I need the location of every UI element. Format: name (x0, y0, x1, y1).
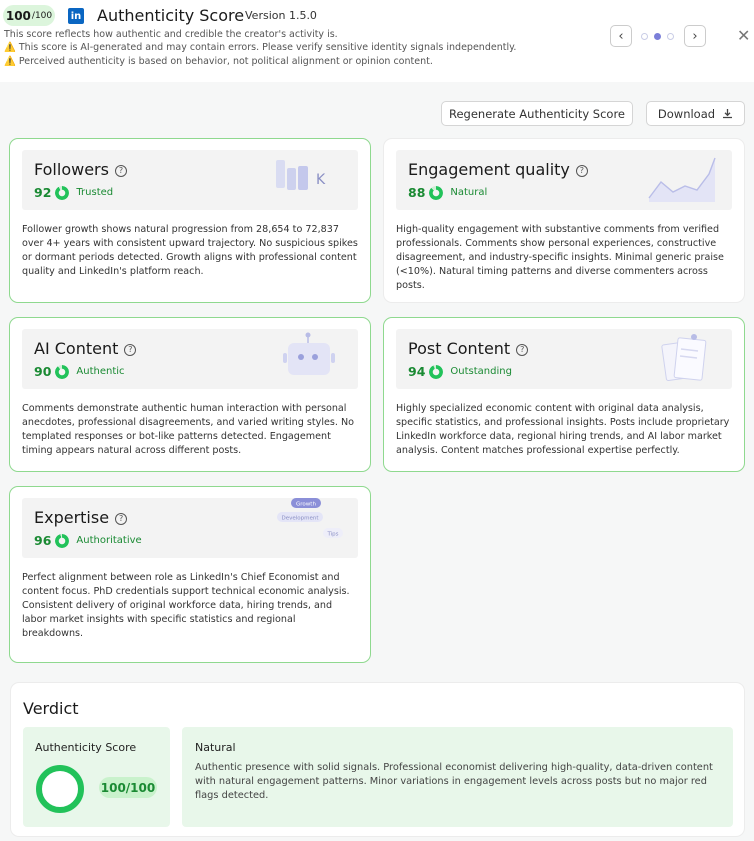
overall-score-max: /100 (31, 10, 53, 21)
engagement-description: High-quality engagement with substantive comments from verified professionals. Comments show personal experiences, constructive disagreement, and industry-specific insights. Minimal generic praise (<10%). Natural timing patterns and diverse commenters across posts. (396, 224, 724, 291)
robot-icon (274, 331, 344, 387)
engagement-title: Engagement quality ? (408, 160, 588, 179)
tag-tips: Tips (327, 531, 339, 538)
warning-icon: ⚠️ (4, 42, 16, 53)
header-description: This score reflects how authentic and credible the creator's activity is. (4, 29, 338, 40)
verdict-score-box (23, 727, 170, 827)
followers-card (9, 138, 371, 303)
ai-content-title: AI Content ? (34, 339, 136, 358)
info-icon[interactable]: ? (576, 165, 588, 177)
chevron-right-icon: › (692, 28, 698, 44)
regenerate-button[interactable]: Regenerate Authenticity Score (441, 101, 633, 126)
chevron-left-icon: ‹ (618, 28, 624, 44)
verdict-summary-box (182, 727, 733, 827)
followers-description: Follower growth shows natural progression from 28,654 to 72,837 over 4+ years with consistent upward trajectory. No suspicious spikes or dormant periods detected. Growth aligns with professional content quality and LinkedIn's platform reach. (22, 224, 358, 277)
download-button[interactable]: Download (646, 101, 745, 126)
info-icon[interactable]: ? (124, 344, 136, 356)
info-icon[interactable]: ? (516, 344, 528, 356)
header (0, 0, 754, 74)
expertise-title: Expertise ? (34, 508, 127, 527)
engagement-card-header (396, 150, 732, 210)
expertise-score: 96 Authoritative (34, 533, 142, 548)
engagement-card (383, 138, 745, 303)
overall-score-badge (3, 5, 55, 26)
overall-score-value: 100 (5, 8, 31, 23)
documents-icon (648, 331, 718, 387)
header-disclaimer-1: ⚠️ This score is AI-generated and may contain errors. Please verify sensitive identity signals independently. (4, 42, 517, 53)
followers-title: Followers ? (34, 160, 127, 179)
post-content-description: Highly specialized economic content with original data analysis, specific statistics, and professional insights. Posts include proprietary LinkedIn workforce data, regional hiring trends, and AI labor market analysis. Content matches professional expertise perfectly. (396, 403, 730, 456)
followers-score: 92 Trusted (34, 185, 114, 200)
verdict-score-label: Authenticity Score (35, 741, 137, 754)
post-content-score: 94 Outstanding (408, 364, 512, 379)
svg-text:K: K (316, 172, 326, 188)
engagement-score: 88 Natural (408, 185, 488, 200)
post-content-card-header (396, 329, 732, 389)
verdict-score-badge: 100/100 (99, 777, 157, 798)
info-icon[interactable]: ? (115, 165, 127, 177)
post-content-card (383, 317, 745, 472)
ai-content-score: 90 Authentic (34, 364, 125, 379)
previous-button[interactable] (610, 25, 632, 47)
score-ring-icon (429, 186, 443, 200)
tag-growth: Growth (296, 501, 316, 508)
app-version: Version 1.5.0 (245, 9, 317, 22)
pager-dot-1[interactable] (641, 33, 648, 40)
header-disclaimer-2: ⚠️ Perceived authenticity is based on behavior, not political alignment or opinion content. (4, 56, 433, 67)
expertise-card-header (22, 498, 358, 558)
info-icon[interactable]: ? (115, 513, 127, 525)
expertise-card (9, 486, 371, 663)
followers-card-header (22, 150, 358, 210)
verdict-panel (10, 682, 745, 837)
ai-content-card-header (22, 329, 358, 389)
download-icon (722, 108, 733, 119)
ai-content-card (9, 317, 371, 472)
verdict-title: Verdict (23, 699, 79, 718)
score-ring-icon (55, 365, 69, 379)
score-ring-icon (55, 186, 69, 200)
close-icon[interactable]: ✕ (737, 26, 751, 45)
score-ring-icon (36, 765, 84, 813)
verdict-summary-title: Natural (195, 741, 236, 754)
follower-bars-illustration (274, 152, 344, 208)
pager-dot-3[interactable] (667, 33, 674, 40)
tag-development: Development (281, 515, 319, 522)
verdict-summary: Authentic presence with solid signals. Professional economist delivering high-quality, data-driven content with natural engagement patterns. Minor variations in engagement levels across posts but no major red flags detected. (195, 762, 713, 801)
expertise-description: Perfect alignment between role as LinkedIn's Chief Economist and content focus. PhD credentials support technical economic analysis. Consistent delivery of original workforce data, hiring trends, and labor market insights with specific statistics and regional breakdowns. (22, 572, 350, 639)
ai-content-description: Comments demonstrate authentic human interaction with personal anecdotes, professional disagreements, and varied writing styles. No templated responses or bot-like patterns detected. Engagement timing appears natural across different posts. (22, 403, 355, 456)
score-ring-icon (55, 534, 69, 548)
warning-icon: ⚠️ (4, 56, 16, 67)
linkedin-logo-icon: in (68, 8, 84, 24)
score-ring-icon (429, 365, 443, 379)
post-content-title: Post Content ? (408, 339, 528, 358)
app-title: Authenticity Score (97, 6, 245, 25)
engagement-chart-illustration (642, 152, 722, 208)
next-button[interactable] (684, 25, 706, 47)
pager-dot-2[interactable] (654, 33, 661, 40)
tags-illustration (272, 498, 348, 554)
